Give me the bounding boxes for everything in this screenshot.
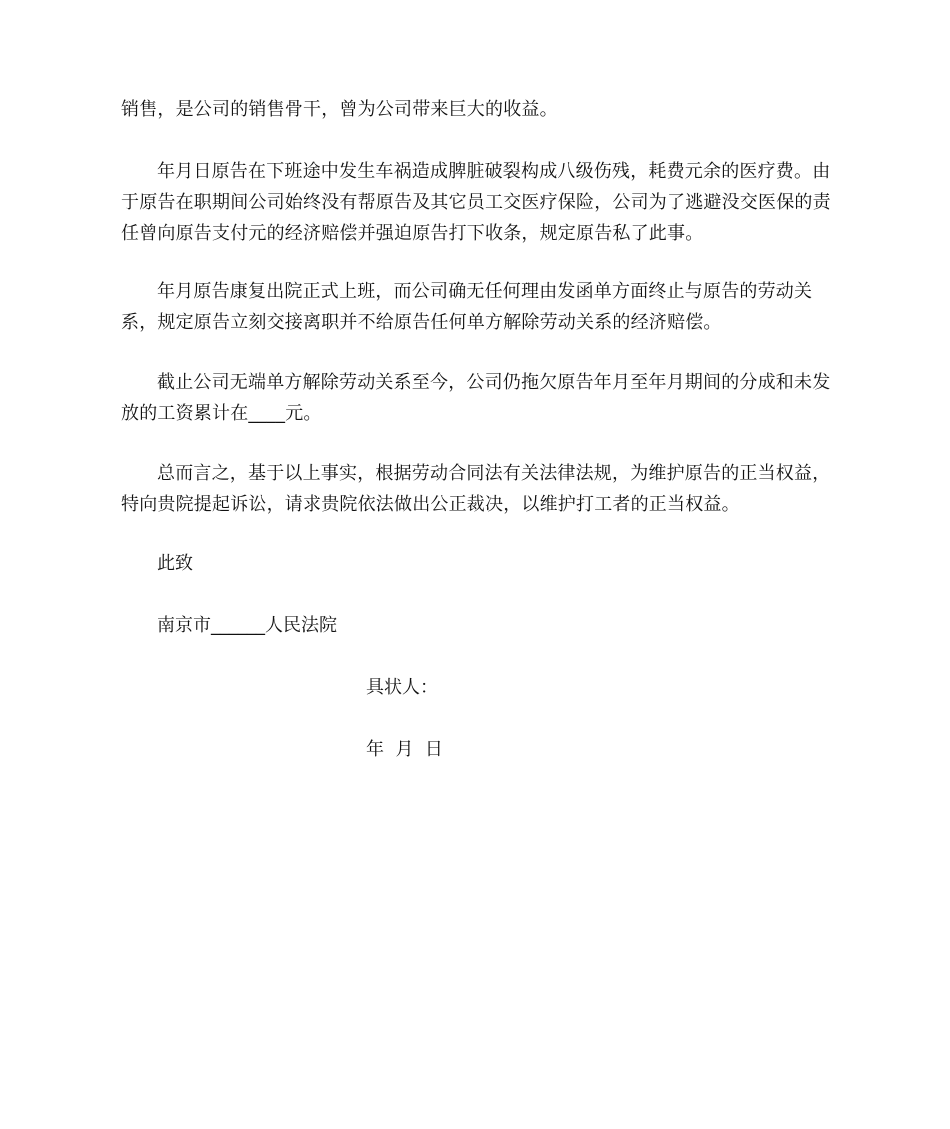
closing-salutation: 此致 <box>157 553 193 574</box>
court-name: 南京市______人民法院 <box>157 615 337 636</box>
date-label: 年 月 日 <box>366 739 443 760</box>
paragraph-conclusion: 总而言之，基于以上事实，根据劳动合同法有关法律法规，为维护原告的正当权益，特向贵院提起诉讼，请求贵院依法做出公正裁决，以维护打工者的正当权益。 <box>121 463 831 515</box>
paragraph-unpaid-wages: 截止公司无端单方解除劳动关系至今，公司仍拖欠原告年月至年月期间的分成和未发放的工资累计在____元。 <box>121 372 831 424</box>
paragraph-accident: 年月日原告在下班途中发生车祸造成脾脏破裂构成八级伤残，耗费元余的医疗费。由于原告在职期间公司始终没有帮原告及其它员工交医疗保险，公司为了逃避没交医保的责任曾向原告支付元的经济赔偿并强迫原告打下收条，规定原告私了此事。 <box>121 161 831 244</box>
paragraph-termination: 年月原告康复出院正式上班，而公司确无任何理由发函单方面终止与原告的劳动关系，规定原告立刻交接离职并不给原告任何单方解除劳动关系的经济赔偿。 <box>121 281 813 333</box>
paragraph-intro: 销售，是公司的销售骨干，曾为公司带来巨大的收益。 <box>121 99 558 120</box>
signer-label: 具状人： <box>366 677 438 698</box>
